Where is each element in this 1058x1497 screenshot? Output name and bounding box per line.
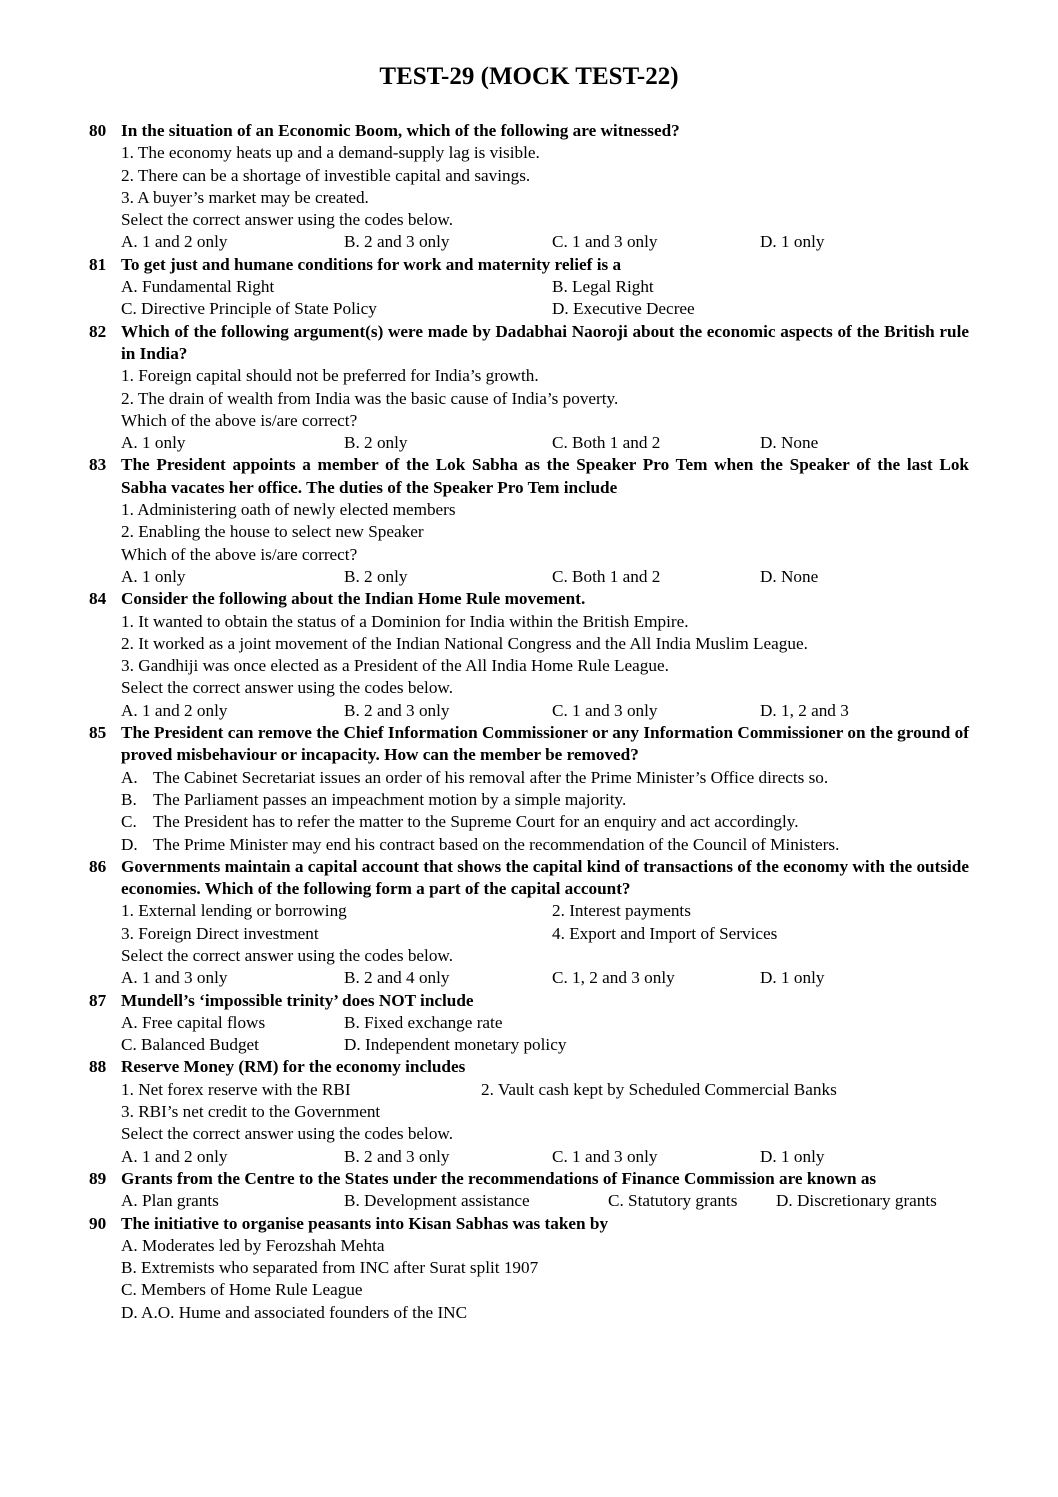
statement: 2. There can be a shortage of investible capital and savings. [121, 165, 531, 185]
statements-row [89, 900, 969, 922]
question-text: Consider the following about the Indian Home Rule movement. [121, 589, 586, 609]
option-d [89, 834, 969, 856]
option-label: D. [121, 834, 138, 854]
option-b: B. 2 and 3 only [344, 232, 450, 252]
question-header [89, 990, 969, 1012]
option-c: C. 1, 2 and 3 only [552, 968, 675, 988]
option-a: A. 1 and 2 only [121, 232, 228, 252]
statement: 1. External lending or borrowing [121, 901, 347, 921]
options-row [89, 432, 969, 454]
question-number: 80 [89, 121, 107, 140]
statement: 3. Gandhiji was once elected as a President of the All India Home Rule League. [121, 656, 669, 676]
statement: 3. A buyer’s market may be created. [121, 187, 369, 207]
question-86 [89, 856, 969, 990]
question-90 [89, 1213, 969, 1324]
question-number: 90 [89, 1213, 107, 1233]
question-text: To get just and humane conditions for work and maternity relief is a [121, 254, 622, 274]
statement: 2. Enabling the house to select new Speaker [121, 522, 424, 542]
question-text: Which of the following argument(s) were made by Dadabhai Naoroji about the economic aspects of the British rule in India? [121, 321, 969, 363]
option-a: A. 1 and 3 only [121, 968, 228, 988]
instruction: Which of the above is/are correct? [121, 410, 358, 430]
option-d: D. Executive Decree [552, 299, 695, 319]
question-number: 85 [89, 723, 107, 743]
option-d: D. 1 only [760, 968, 825, 988]
question-header [89, 722, 969, 767]
statement: 2. Interest payments [552, 901, 691, 921]
option-c: C. 1 and 3 only [552, 232, 658, 252]
statement: 1. Net forex reserve with the RBI [121, 1079, 351, 1099]
question-header [89, 254, 969, 276]
question-text: Reserve Money (RM) for the economy includes [121, 1057, 466, 1077]
options-row [89, 276, 969, 298]
option-d: D. 1, 2 and 3 [760, 700, 849, 720]
question-85 [89, 722, 969, 856]
question-number: 88 [89, 1057, 107, 1077]
options-row [89, 1146, 969, 1168]
option-d: D. None [760, 433, 819, 453]
question-number: 86 [89, 856, 107, 876]
question-number: 89 [89, 1168, 107, 1188]
statement: 2. The drain of wealth from India was the basic cause of India’s poverty. [121, 388, 619, 408]
page-title: TEST-29 (MOCK TEST-22) [379, 63, 679, 90]
instruction: Select the correct answer using the codes below. [121, 945, 454, 965]
option-a: A. 1 only [121, 433, 186, 453]
question-text: In the situation of an Economic Boom, which of the following are witnessed? [121, 121, 680, 140]
option-c: C. 1 and 3 only [552, 700, 658, 720]
question-82 [89, 321, 969, 455]
question-header [89, 588, 969, 610]
option-d: D. Independent monetary policy [344, 1035, 567, 1055]
options-row [89, 700, 969, 722]
option-c: C. 1 and 3 only [552, 1146, 658, 1166]
question-83 [89, 454, 969, 588]
option-a: A. 1 and 2 only [121, 1146, 228, 1166]
option-label: B. [121, 789, 137, 809]
option-b: B. 2 only [344, 433, 408, 453]
question-header [89, 321, 969, 366]
option-c: C. Both 1 and 2 [552, 566, 661, 586]
question-84 [89, 588, 969, 722]
options-row [89, 967, 969, 989]
option-c: C. Members of Home Rule League [121, 1280, 363, 1300]
question-81 [89, 254, 969, 321]
option-b: B. Development assistance [344, 1191, 530, 1211]
option-b [89, 789, 969, 811]
option-b: B. Extremists who separated from INC after Surat split 1907 [121, 1258, 539, 1278]
statement: 2. Vault cash kept by Scheduled Commercial Banks [481, 1079, 837, 1099]
options-row [89, 566, 969, 588]
options-row [89, 1034, 969, 1056]
option-c: C. Directive Principle of State Policy [121, 299, 377, 319]
statements-row [89, 1079, 969, 1101]
option-a: A. Moderates led by Ferozshah Mehta [121, 1235, 385, 1255]
option-b: B. 2 and 3 only [344, 1146, 450, 1166]
option-text: The Parliament passes an impeachment motion by a simple majority. [153, 789, 627, 809]
option-a: A. Plan grants [121, 1191, 219, 1211]
question-text: Grants from the Centre to the States under the recommendations of Finance Commission are known as [121, 1168, 877, 1188]
statement: 1. The economy heats up and a demand-supply lag is visible. [121, 143, 540, 163]
option-d: D. 1 only [760, 1146, 825, 1166]
statements-row [89, 923, 969, 945]
question-text: Mundell’s ‘impossible trinity’ does NOT include [121, 990, 474, 1010]
instruction: Select the correct answer using the codes below. [121, 678, 454, 698]
option-b: B. 2 and 4 only [344, 968, 450, 988]
statement: 2. It worked as a joint movement of the Indian National Congress and the All India Muslim League. [121, 633, 808, 653]
question-header [89, 1213, 969, 1235]
option-label: C. [121, 812, 137, 832]
options-row [89, 231, 969, 253]
option-text: The President has to refer the matter to the Supreme Court for an enquiry and act accordingly. [153, 812, 799, 832]
option-a: A. 1 and 2 only [121, 700, 228, 720]
question-text: The initiative to organise peasants into Kisan Sabhas was taken by [121, 1213, 609, 1233]
question-text: The President can remove the Chief Information Commissioner or any Information Commissioner on the ground of proved misbehaviour or incapacity. How can the member be removed? [121, 723, 969, 765]
option-a: A. 1 only [121, 566, 186, 586]
option-b: B. 2 only [344, 566, 408, 586]
statement: 1. Administering oath of newly elected members [121, 500, 456, 520]
statement: 1. It wanted to obtain the status of a Dominion for India within the British Empire. [121, 611, 689, 631]
question-header [89, 1168, 969, 1190]
question-number: 84 [89, 589, 107, 609]
option-c: C. Both 1 and 2 [552, 433, 661, 453]
option-d: D. 1 only [760, 232, 825, 252]
instruction: Which of the above is/are correct? [121, 544, 358, 564]
option-label: A. [121, 767, 138, 787]
statement: 3. RBI’s net credit to the Government [121, 1102, 381, 1122]
option-text: The Cabinet Secretariat issues an order of his removal after the Prime Minister’s Office directs so. [153, 767, 829, 787]
question-header [89, 1056, 969, 1078]
question-number: 82 [89, 321, 107, 341]
statement: 3. Foreign Direct investment [121, 923, 319, 943]
option-d: D. Discretionary grants [776, 1191, 937, 1211]
question-text: Governments maintain a capital account that shows the capital kind of transactions of the economy with the outside economies. Which of the following form a part of the capital account? [121, 856, 969, 899]
option-b: B. Legal Right [552, 277, 654, 297]
statement: 1. Foreign capital should not be preferred for India’s growth. [121, 366, 539, 386]
question-number: 81 [89, 254, 107, 274]
question-89 [89, 1168, 969, 1213]
option-text: The Prime Minister may end his contract based on the recommendation of the Council of Ministers. [153, 834, 840, 854]
question-80 [89, 120, 969, 254]
question-text: The President appoints a member of the Lok Sabha as the Speaker Pro Tem when the Speaker of the last Lok Sabha vacates her office. The duties of the Speaker Pro Tem include [121, 455, 969, 497]
option-d: D. A.O. Hume and associated founders of the INC [121, 1302, 468, 1322]
option-c: C. Statutory grants [608, 1191, 738, 1211]
question-number: 83 [89, 455, 107, 475]
option-c [89, 811, 969, 833]
question-87 [89, 990, 969, 1057]
question-header [89, 856, 969, 901]
option-b: B. Fixed exchange rate [344, 1012, 503, 1032]
question-number: 87 [89, 990, 107, 1010]
options-row [89, 1012, 969, 1034]
instruction: Select the correct answer using the codes below. [121, 210, 454, 230]
question-88 [89, 1056, 969, 1167]
statement: 4. Export and Import of Services [552, 923, 778, 943]
question-list [89, 120, 969, 1324]
option-a: A. Fundamental Right [121, 277, 275, 297]
option-d: D. None [760, 566, 819, 586]
question-header [89, 454, 969, 499]
option-a: A. Free capital flows [121, 1012, 266, 1032]
option-a [89, 767, 969, 789]
options-row [89, 1190, 969, 1212]
options-row [89, 298, 969, 320]
instruction: Select the correct answer using the codes below. [121, 1124, 454, 1144]
option-b: B. 2 and 3 only [344, 700, 450, 720]
option-c: C. Balanced Budget [121, 1035, 259, 1055]
question-header [89, 120, 969, 142]
